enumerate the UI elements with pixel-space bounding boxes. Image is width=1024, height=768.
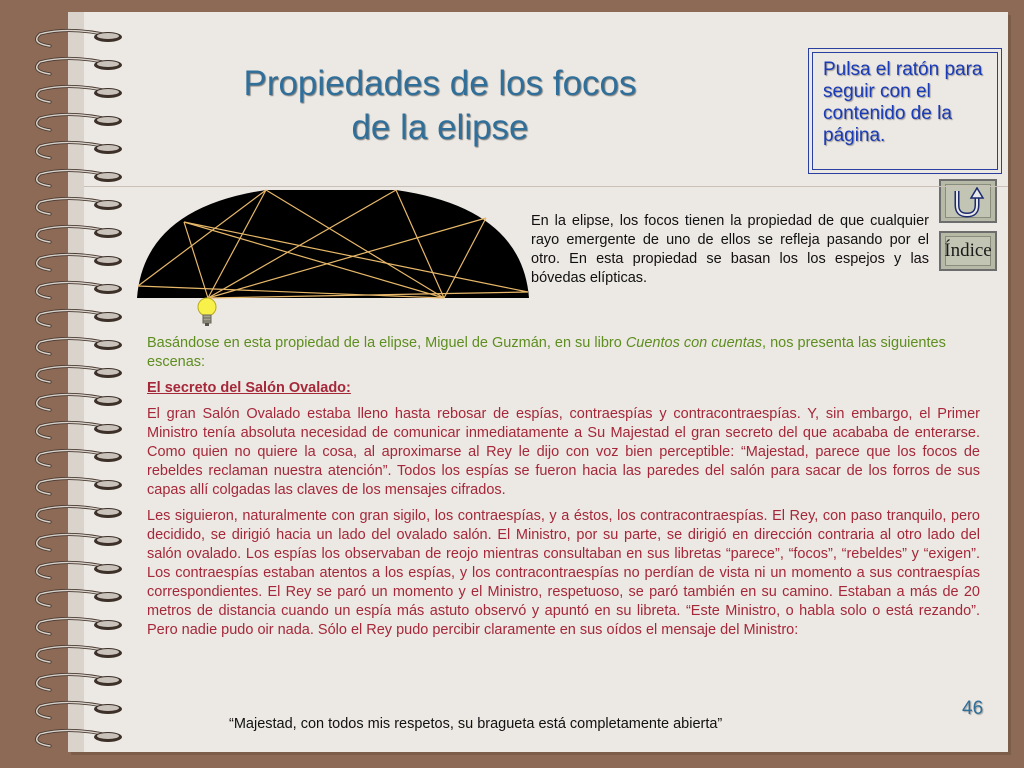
- index-button[interactable]: [939, 231, 997, 271]
- title-line-2: de la elipse: [351, 108, 529, 147]
- light-bulb-icon: [194, 296, 220, 330]
- elliptical-vault-diagram: [136, 188, 530, 300]
- u-turn-arrow-icon: [949, 185, 989, 219]
- story-paragraph-1: El gran Salón Ovalado estaba lleno hasta rebosar de espías, contraespías y contracontraespías. Y, sin embargo, el Primer Ministro tenía absoluta necesidad de comunicar inmediatamente a Su Majestad el gran secreto del que acababa de enterarse. Como quien no quiere la cosa, al aproximarse al Rey le dijo con voz bien perceptible: “Majestad, parece que los focos de rebeldes reclaman nuestra atención”. Todos los espías se fueron hacia las paredes del salón para sacar de los forros de sus capas allí colgadas las claves de los mensajes cifrados.: [147, 406, 980, 498]
- lead-text-end: , nos presenta las siguientes escenas:: [147, 335, 946, 370]
- intro-paragraph: En la elipse, los focos tienen la propiedad de que cualquier rayo emergente de uno de ellos se refleja pasando por el otro. En esta propiedad se basan los los espejos y las bóvedas elípticas.: [531, 213, 929, 286]
- header-divider: [84, 186, 1008, 187]
- book-title: Cuentos con cuentas: [625, 335, 763, 351]
- story-text: [147, 334, 980, 647]
- title-line-1: Propiedades de los focos: [243, 64, 637, 103]
- spiral-binding-icon: [0, 0, 140, 768]
- story-paragraph-2: Les siguieron, naturalmente con gran sigilo, los contraespías, y a éstos, los contracontraespías. El Rey, con paso tranquilo, pero decidido, se dirigió hacia un lado del ovalado salón. El Ministro, por su parte, se dirigió en dirección contraria al otro lado del salón ovalado. Los espías los observaban de reojo mientras consultaban en sus libretas “parece”, “focos”, “rebeldes” y “exigen”. Los contraespías estaban atentos a los espías, y los contracontraespías no perdían de vista ni un momento a sus contraespías correspondientes. El Rey se paró un momento y el Ministro, respetuoso, se paró también en su camino. Estaban a más de 20 metros de distancia cuando un espía más astuto observó y apuntó en su libreta. “Este Ministro, o habla solo o está rezando”. Pero nadie pudo oir nada. Sólo el Rey pudo percibir claramente en sus oídos el mensaje del Ministro:: [147, 508, 980, 638]
- page-title: [190, 62, 690, 150]
- lead-text-start: Basándose en esta propiedad de la elipse, Miguel de Guzmán, en su libro: [147, 335, 626, 351]
- closing-quote: “Majestad, con todos mis respetos, su bragueta está completamente abierta”: [229, 716, 723, 732]
- page-number: 46: [962, 698, 984, 719]
- story-subtitle: El secreto del Salón Ovalado:: [147, 380, 351, 396]
- half-ellipse-shape: [137, 190, 529, 298]
- click-hint-box[interactable]: Pulsa el ratón para seguir con el contenido de la página.: [812, 52, 998, 170]
- lead-paragraph: [147, 334, 980, 372]
- index-button-label: Índice: [944, 240, 992, 261]
